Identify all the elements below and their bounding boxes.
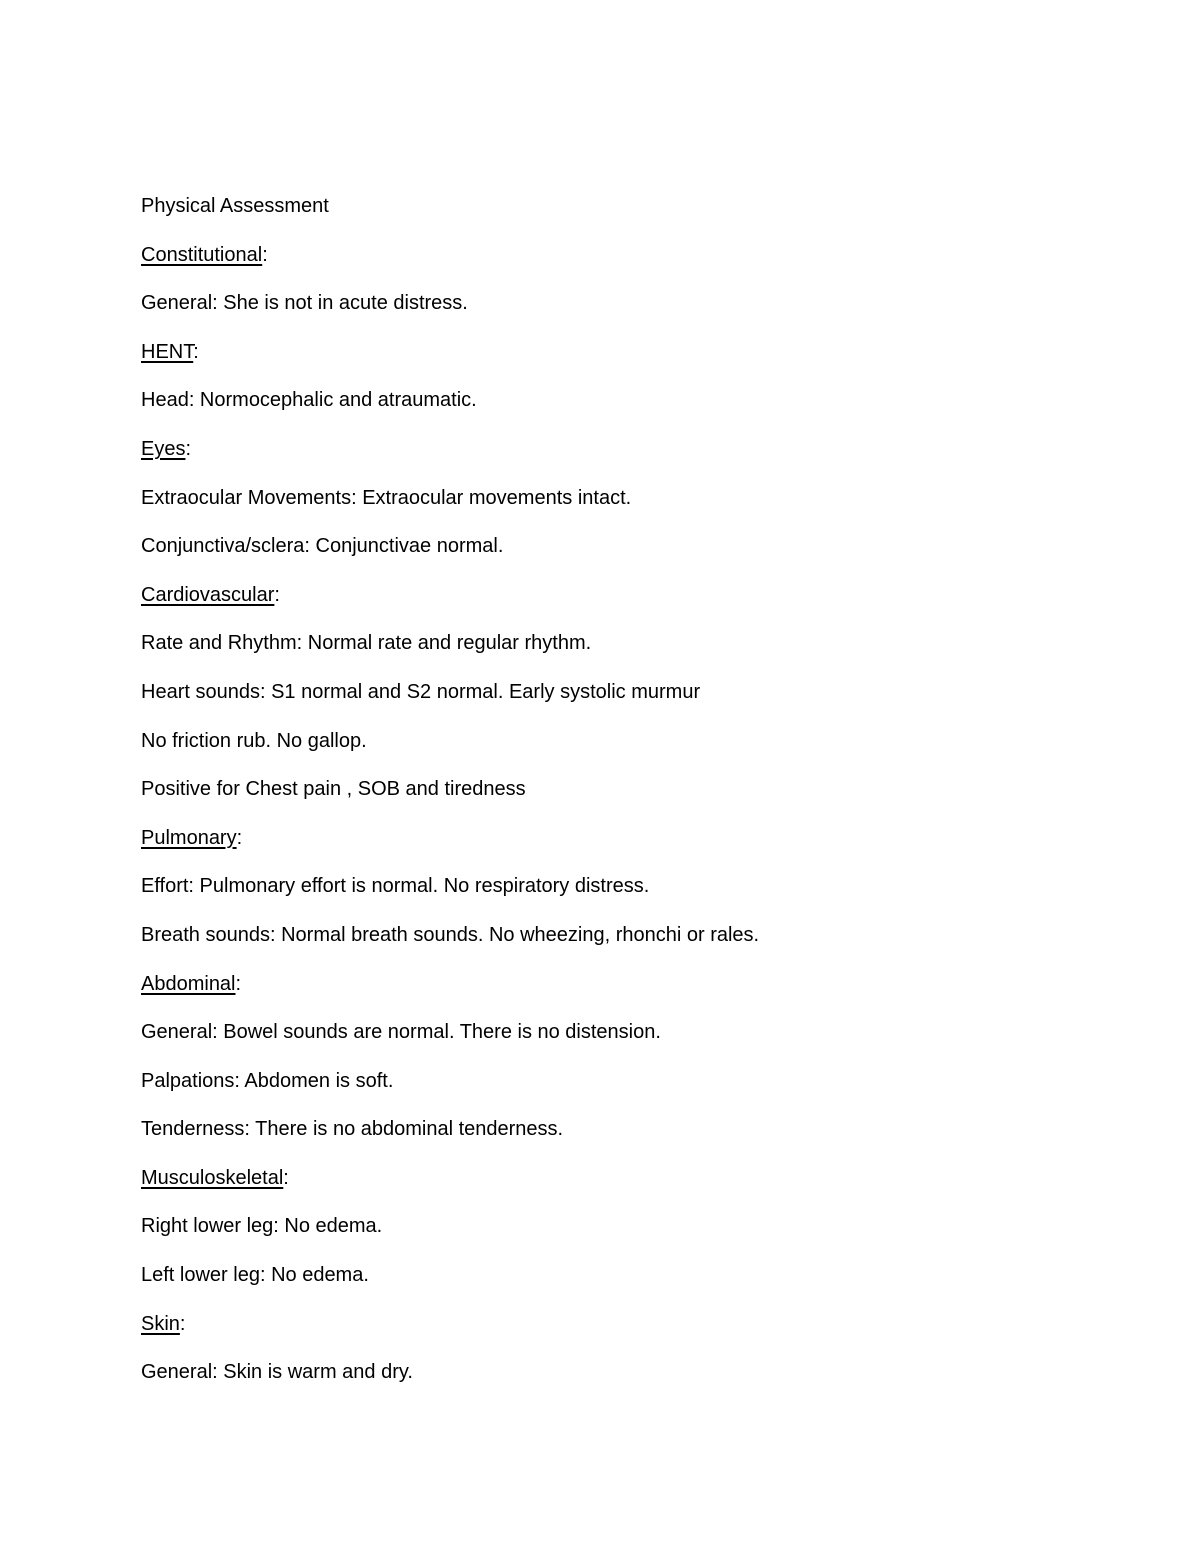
section-line: Conjunctiva/sclera: Conjunctivae normal. [141, 535, 504, 558]
section-heading: Pulmonary: [141, 826, 243, 849]
section-eyes [141, 435, 1101, 581]
section-line: Left lower leg: No edema. [141, 1264, 369, 1287]
section-line: Head: Normocephalic and atraumatic. [141, 389, 477, 412]
section-line: Tenderness: There is no abdominal tenderness. [141, 1118, 564, 1141]
section-constitutional [141, 241, 1101, 338]
section-cardiovascular [141, 581, 1101, 824]
section-heading: Eyes: [141, 437, 192, 460]
section-line: Positive for Chest pain , SOB and tiredness [141, 778, 526, 801]
section-heading: HENT: [141, 340, 199, 363]
section-line: General: Bowel sounds are normal. There is no distension. [141, 1021, 661, 1044]
section-pulmonary [141, 824, 1101, 970]
section-skin [141, 1310, 1101, 1407]
section-abdominal [141, 970, 1101, 1164]
section-heading: Musculoskeletal: [141, 1166, 289, 1189]
section-line: Palpations: Abdomen is soft. [141, 1069, 394, 1092]
section-heading: Cardiovascular: [141, 583, 280, 606]
section-heading: Skin: [141, 1312, 186, 1335]
section-heading: Constitutional: [141, 243, 268, 266]
document-body [141, 192, 1101, 1407]
section-heading: Abdominal: [141, 972, 242, 995]
section-musculoskeletal [141, 1164, 1101, 1310]
section-line: Extraocular Movements: Extraocular movements intact. [141, 486, 632, 509]
section-line: General: She is not in acute distress. [141, 292, 468, 315]
section-line: Effort: Pulmonary effort is normal. No respiratory distress. [141, 875, 650, 898]
section-line: No friction rub. No gallop. [141, 729, 367, 752]
section-hent [141, 338, 1101, 435]
document-title: Physical Assessment [141, 195, 329, 217]
section-line: Breath sounds: Normal breath sounds. No wheezing, rhonchi or rales. [141, 923, 760, 946]
section-line: Rate and Rhythm: Normal rate and regular rhythm. [141, 632, 592, 655]
section-line: Heart sounds: S1 normal and S2 normal. Early systolic murmur [141, 680, 701, 703]
section-line: Right lower leg: No edema. [141, 1215, 383, 1238]
section-line: General: Skin is warm and dry. [141, 1361, 413, 1384]
